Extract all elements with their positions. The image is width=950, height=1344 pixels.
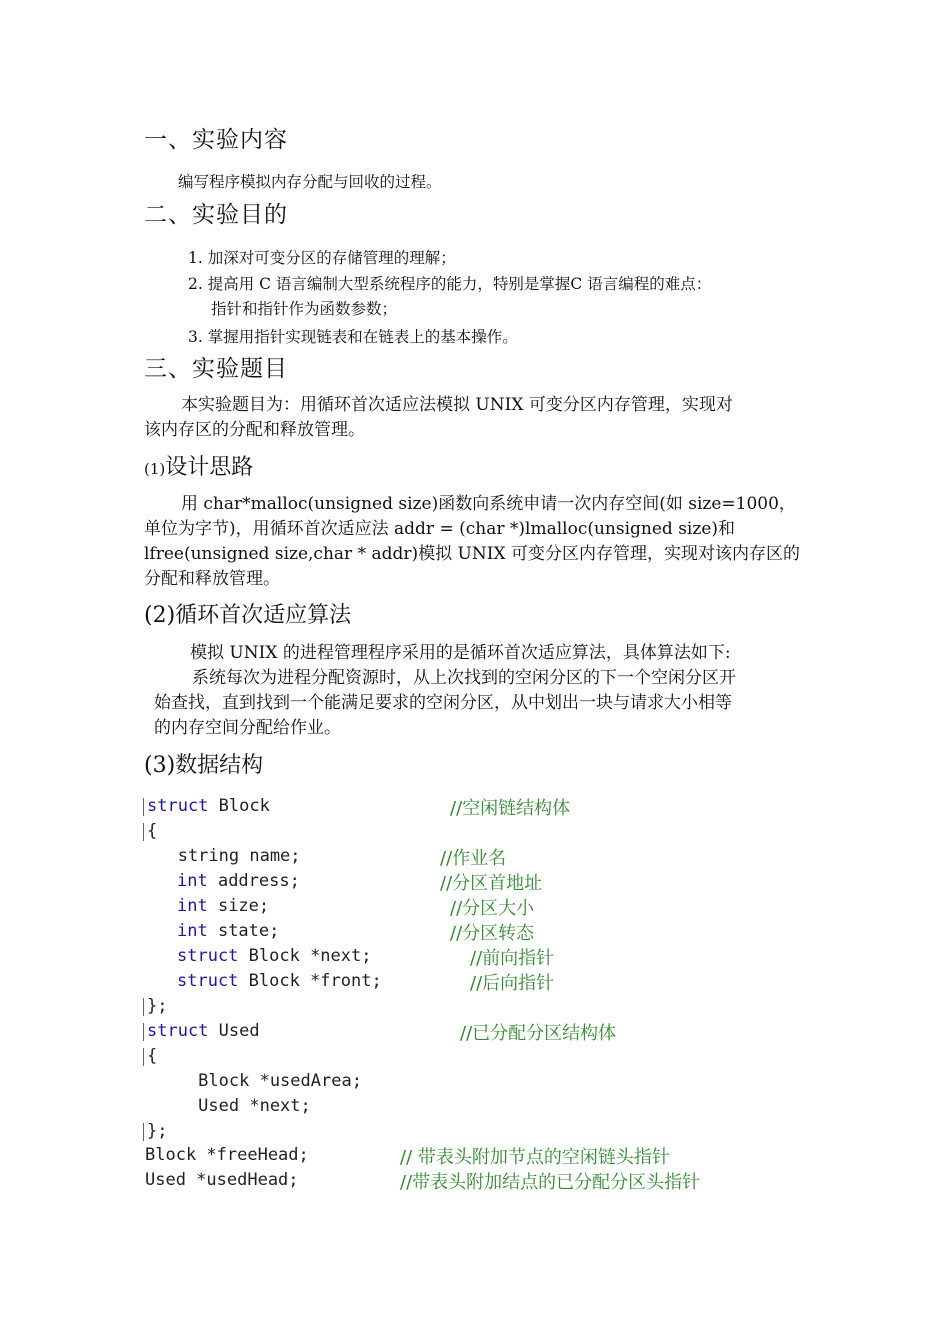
purpose-item-2-continued: 指针和指针作为函数参数； xyxy=(211,300,398,318)
design-line: 单位为字节)，用循环首次适应法 addr = (char *)lmalloc(unsigned size)和 xyxy=(144,519,736,539)
code-text: Block *usedArea; xyxy=(147,1071,362,1091)
subheading-algorithm: (2)循环首次适应算法 xyxy=(144,603,352,628)
code-text: Used xyxy=(208,1021,260,1041)
purpose-item-1: 1. 加深对可变分区的存储管理的理解； xyxy=(188,249,456,267)
code-fold-marker xyxy=(143,1023,144,1041)
code-text: state; xyxy=(207,921,280,941)
code-text: string name; xyxy=(147,846,301,866)
section-heading-topic: 三、实验题目 xyxy=(144,356,288,382)
code-keyword: struct xyxy=(177,971,239,991)
code-text: }; xyxy=(147,996,168,1016)
code-comment: //前向指针 xyxy=(470,948,555,969)
code-keyword: int xyxy=(177,871,208,891)
code-line xyxy=(147,1046,157,1066)
algorithm-line: 系统每次为进程分配资源时，从上次找到的空闲分区的下一个空闲分区开 xyxy=(192,668,736,688)
code-line xyxy=(145,1145,309,1165)
code-line xyxy=(147,1071,362,1091)
purpose-item-3: 3. 掌握用指针实现链表和在链表上的基本操作。 xyxy=(188,328,518,346)
code-comment: // 带表头附加节点的空闲链头指针 xyxy=(400,1147,670,1168)
code-line xyxy=(177,896,269,916)
code-comment: //后向指针 xyxy=(470,973,555,994)
design-line: 用 char*malloc(unsigned size)函数向系统申请一次内存空间(如 size=1000， xyxy=(181,494,796,514)
algorithm-line: 的内存空间分配给作业。 xyxy=(154,718,341,738)
code-text: Used *next; xyxy=(147,1096,311,1116)
algorithm-paragraph xyxy=(144,641,810,741)
code-line xyxy=(177,871,300,891)
topic-intro-line: 本实验题目为：用循环首次适应法模拟 UNIX 可变分区内存管理，实现对 xyxy=(181,395,733,415)
code-line xyxy=(147,821,157,841)
section-heading-content: 一、实验内容 xyxy=(144,127,288,153)
subheading-data-structure: (3)数据结构 xyxy=(144,753,264,778)
section-content-text: 编写程序模拟内存分配与回收的过程。 xyxy=(178,173,442,191)
code-text: address; xyxy=(207,871,300,891)
code-fold-marker xyxy=(143,998,144,1016)
code-line xyxy=(177,971,382,991)
code-text: Used *usedHead; xyxy=(145,1170,299,1190)
code-text: { xyxy=(147,821,158,841)
code-comment: //带表头附加结点的已分配分区头指针 xyxy=(400,1172,701,1193)
code-text: Block xyxy=(208,796,270,816)
code-line xyxy=(147,1021,260,1041)
algorithm-line: 始查找，直到找到一个能满足要求的空闲分区，从中划出一块与请求大小相等 xyxy=(154,693,732,713)
code-comment: //分区首地址 xyxy=(440,873,543,894)
design-paragraph xyxy=(144,492,810,592)
design-line: lfree(unsigned size,char * addr)模拟 UNIX 可变分区内存管理，实现对该内存区的 xyxy=(144,544,800,564)
code-keyword: struct xyxy=(147,1021,209,1041)
code-line xyxy=(177,946,371,966)
code-comment: //空闲链结构体 xyxy=(450,798,571,819)
subheading-design-number: (1) xyxy=(144,460,166,478)
topic-intro-paragraph xyxy=(144,393,810,443)
design-line: 分配和释放管理。 xyxy=(144,569,280,589)
code-keyword: struct xyxy=(177,946,239,966)
code-line xyxy=(147,846,301,866)
code-line xyxy=(147,796,270,816)
subheading-design-title: 设计思路 xyxy=(165,455,254,480)
code-fold-marker xyxy=(143,1048,144,1066)
code-text: { xyxy=(147,1046,158,1066)
code-fold-marker xyxy=(143,798,144,816)
code-comment: //分区转态 xyxy=(450,923,535,944)
code-text: Block *next; xyxy=(238,946,372,966)
algorithm-line: 模拟 UNIX 的进程管理程序采用的是循环首次适应算法，具体算法如下: xyxy=(190,643,731,663)
code-text: size; xyxy=(207,896,270,916)
code-line xyxy=(147,1121,167,1141)
section-heading-purpose: 二、实验目的 xyxy=(144,202,288,228)
code-line xyxy=(145,1170,299,1190)
code-line xyxy=(147,996,167,1016)
code-fold-marker xyxy=(143,1123,144,1141)
code-comment: //作业名 xyxy=(440,848,507,869)
code-fold-marker xyxy=(143,823,144,841)
purpose-item-2: 2. 提高用 C 语言编制大型系统程序的能力，特别是掌握C 语言编程的难点： xyxy=(188,275,712,293)
code-text: Block *freeHead; xyxy=(145,1145,309,1165)
code-comment: //已分配分区结构体 xyxy=(460,1023,617,1044)
code-text: Block *front; xyxy=(238,971,382,991)
code-keyword: int xyxy=(177,896,208,916)
code-text: }; xyxy=(147,1121,168,1141)
code-line xyxy=(147,1096,311,1116)
code-line xyxy=(177,921,279,941)
topic-intro-line: 该内存区的分配和释放管理。 xyxy=(144,420,365,440)
code-keyword: struct xyxy=(147,796,209,816)
code-keyword: int xyxy=(177,921,208,941)
code-comment: //分区大小 xyxy=(450,898,535,919)
subheading-design xyxy=(144,450,253,481)
